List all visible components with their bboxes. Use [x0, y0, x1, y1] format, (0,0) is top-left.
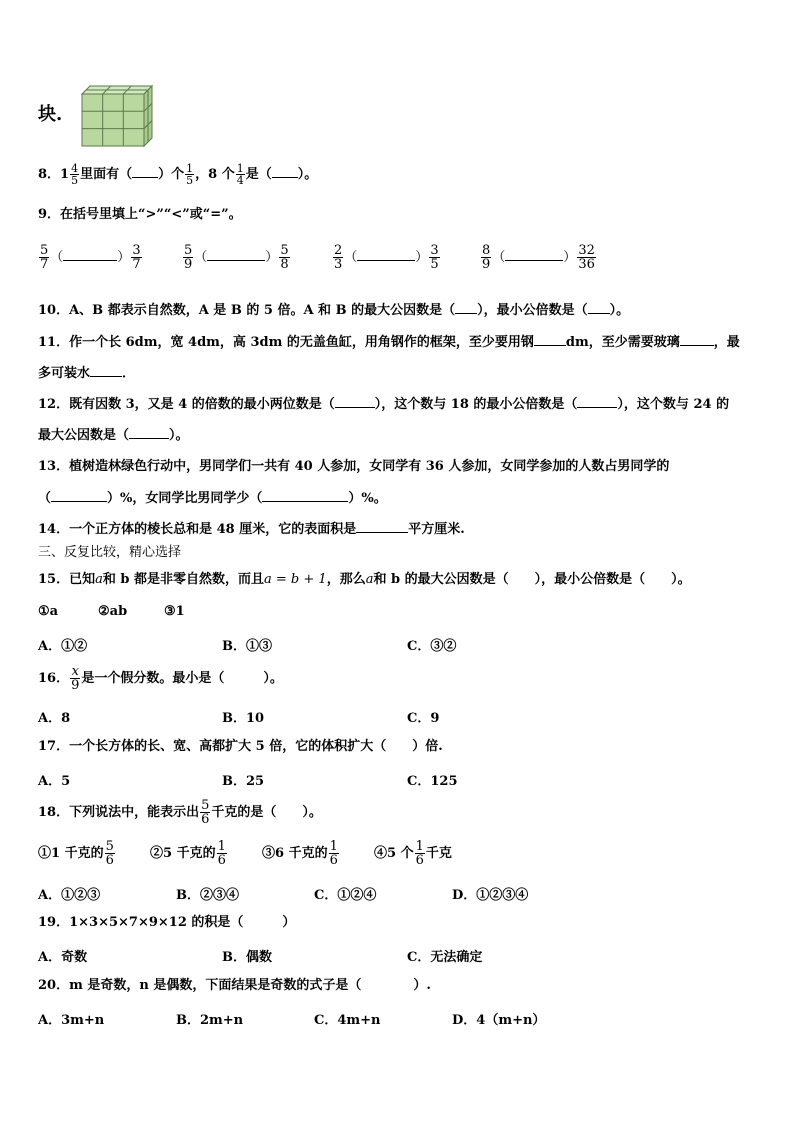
answer-blank[interactable] — [680, 333, 714, 346]
question-13: 13．植树造林绿色行动中，男同学们一共有 40 人参加，女同学有 36 人参加，女同学参加的人数占男同学的 — [38, 459, 670, 474]
compare-blank[interactable] — [505, 248, 563, 261]
compare-blank[interactable] — [63, 248, 117, 261]
question-9: 9．在括号里填上“>”“<”或“=”。 — [38, 207, 242, 222]
q20-option-a[interactable]: A．3m+n — [38, 1013, 105, 1028]
answer-blank[interactable] — [129, 426, 169, 439]
q17-option-a[interactable]: A．5 — [38, 774, 71, 789]
compare-blank[interactable] — [207, 248, 265, 261]
question-11: 11．作一个长 6dm，宽 4dm，高 3dm 的无盖鱼缸，用角钢作的框架，至少要用钢 dm，至少需要玻璃 ，最 — [38, 335, 740, 350]
q9-pair-3: $\frac{2}{3}$ （ ） $\frac{3}{5}$ — [334, 243, 439, 272]
q15-option-b[interactable]: B．①③ — [222, 639, 272, 654]
q20-option-c[interactable]: C．4m+n — [314, 1013, 381, 1028]
q19-option-c[interactable]: C．无法确定 — [407, 950, 483, 965]
q15-item-2: ②ab — [98, 604, 128, 619]
question-16: 16． $\frac{x}{9}$ 是一个假分数。最小是（ ）。 — [38, 664, 283, 693]
question-18: 18．下列说法中，能表示出 $\frac{5}{6}$ 千克的是（ ）。 — [38, 798, 322, 827]
q9-pair-2: $\frac{5}{9}$ （ ） $\frac{5}{8}$ — [184, 243, 289, 272]
q18-option-c[interactable]: C．①②④ — [314, 888, 377, 903]
q15-item-1: ①a — [38, 604, 59, 619]
question-12: 12．既有因数 3，又是 4 的倍数的最小两位数是（ ），这个数与 18 的最小公倍数是（ ），这个数与 24 的 — [38, 397, 730, 412]
q18-item-2: ②5 千克的 $\frac{1}{6}$ — [150, 839, 226, 868]
question-19: 19．1×3×5×7×9×12 的积是（ ） — [38, 915, 296, 930]
question-8: 8．1 $\frac{4}{5}$ 里面有（ ）个 $\frac{1}{5}$ ，8 个 $\frac{1}{4}$ 是（ ）。 — [38, 162, 318, 187]
answer-blank[interactable] — [534, 333, 566, 346]
q18-item-1: ①1 千克的 $\frac{5}{6}$ — [38, 839, 114, 868]
question-10: 10．A、B 都表示自然数，A 是 B 的 5 倍。A 和 B 的最大公因数是（ ），最小公倍数是（ ）。 — [38, 303, 630, 318]
block-suffix-text: 块. — [38, 104, 63, 125]
answer-blank[interactable] — [262, 489, 348, 502]
q9-pair-4: $\frac{8}{9}$ （ ） $\frac{32}{36}$ — [482, 243, 595, 272]
q17-option-b[interactable]: B．25 — [222, 774, 265, 789]
q9-pair-1: $\frac{5}{7}$ （ ） $\frac{3}{7}$ — [40, 243, 141, 272]
q20-option-d[interactable]: D．4（m+n） — [452, 1013, 546, 1028]
q19-option-a[interactable]: A．奇数 — [38, 950, 88, 965]
q16-option-a[interactable]: A．8 — [38, 711, 71, 726]
q15-option-c[interactable]: C．③② — [407, 639, 457, 654]
question-14: 14．一个正方体的棱长总和是 48 厘米，它的表面积是 平方厘米. — [38, 522, 465, 537]
answer-blank[interactable] — [588, 301, 610, 314]
q15-option-a[interactable]: A．①② — [38, 639, 88, 654]
question-11-cont: 多可装水 ． — [38, 366, 136, 381]
cube-stack-figure — [80, 84, 154, 148]
answer-blank[interactable] — [577, 395, 617, 408]
answer-blank[interactable] — [455, 301, 477, 314]
answer-blank[interactable] — [90, 364, 122, 377]
q18-option-a[interactable]: A．①②③ — [38, 888, 101, 903]
q17-option-c[interactable]: C．125 — [407, 774, 458, 789]
q19-option-b[interactable]: B．偶数 — [222, 950, 272, 965]
question-13-cont: （ ）%，女同学比男同学少（ ）%。 — [38, 491, 387, 506]
q16-option-c[interactable]: C．9 — [407, 711, 440, 726]
question-17: 17．一个长方体的长、宽、高都扩大 5 倍，它的体积扩大（ ）倍. — [38, 739, 443, 754]
q16-option-b[interactable]: B．10 — [222, 711, 265, 726]
q20-option-b[interactable]: B．2m+n — [176, 1013, 244, 1028]
answer-blank[interactable] — [132, 165, 158, 178]
compare-blank[interactable] — [357, 248, 415, 261]
question-12-cont: 最大公因数是（ ）。 — [38, 428, 189, 443]
section-3-heading: 三、反复比较，精心选择 — [38, 545, 182, 560]
question-20: 20．m 是奇数，n 是偶数，下面结果是奇数的式子是（ ）. — [38, 978, 431, 993]
answer-blank[interactable] — [51, 489, 107, 502]
q15-item-3: ③1 — [164, 604, 185, 619]
q18-option-d[interactable]: D．①②③④ — [452, 888, 529, 903]
q18-item-4: ④5 个 $\frac{1}{6}$ 千克 — [374, 839, 452, 868]
answer-blank[interactable] — [356, 520, 408, 533]
q18-item-3: ③6 千克的 $\frac{1}{6}$ — [262, 839, 338, 868]
answer-blank[interactable] — [335, 395, 375, 408]
q18-option-b[interactable]: B．②③④ — [176, 888, 239, 903]
answer-blank[interactable] — [272, 165, 298, 178]
question-15: 15．已知a和 b 都是非零自然数，而且a = b + 1，那么a和 b 的最大公因数是（ ），最小公倍数是（ ）。 — [38, 572, 691, 587]
